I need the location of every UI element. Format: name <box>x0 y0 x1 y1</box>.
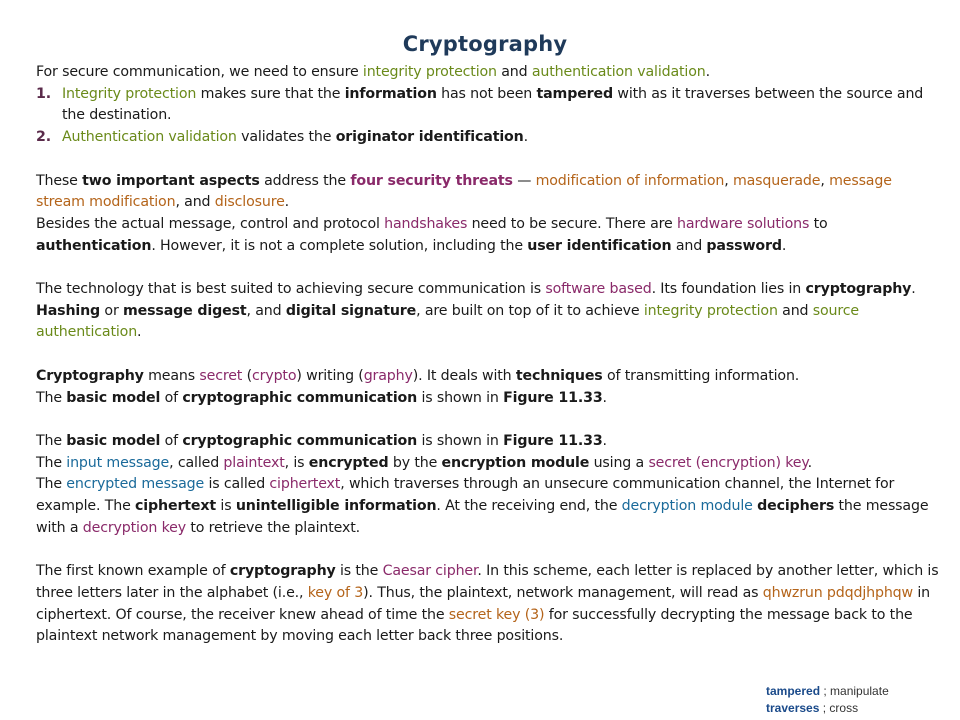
term-encrypted-message: encrypted message <box>66 476 205 493</box>
term-crypto: crypto <box>251 367 297 384</box>
figure-reference: Figure 11.33 <box>503 389 603 406</box>
bold-text: ciphertext <box>135 498 217 514</box>
text: . <box>523 129 528 146</box>
term-software-based: software based <box>545 281 652 297</box>
bold-text: information <box>344 85 437 102</box>
text: with as it traverses between the source and the destination. <box>62 85 924 124</box>
text: is shown in <box>417 432 504 449</box>
glossary-term: traverses <box>766 701 820 715</box>
bold-text: unintelligible information <box>235 498 437 514</box>
text: of <box>160 432 183 449</box>
text: the message with a <box>36 498 929 536</box>
text: , <box>820 172 830 189</box>
basic-model-line <box>36 388 941 410</box>
term-plaintext: plaintext <box>223 454 285 471</box>
term-key-of-3: key of 3 <box>307 584 364 601</box>
spacer <box>36 539 941 561</box>
bold-text: cryptographic communication <box>182 389 418 406</box>
list-number: 2. <box>36 129 51 146</box>
text: by the <box>388 454 442 471</box>
text: , which traverses through an unsecure communication channel, the Internet for example. The <box>36 476 895 514</box>
list-term: Authentication validation <box>62 129 237 146</box>
text: , is <box>284 454 309 471</box>
text: . In this scheme, each letter is replaced by another letter, which is three letters later in the alphabet (i.e., <box>36 563 939 601</box>
glossary <box>766 683 889 717</box>
term-four-security-threats: four security threats <box>350 172 513 189</box>
text: is the <box>335 563 383 580</box>
text: , are built on top of it to achieve <box>416 302 644 319</box>
text: makes sure that the <box>196 85 345 102</box>
text: . Its foundation lies in <box>651 281 806 297</box>
text: , called <box>169 454 224 471</box>
text: These <box>36 172 83 189</box>
text: is <box>216 498 236 514</box>
text: to retrieve the plaintext. <box>185 519 361 536</box>
text: . <box>705 64 710 80</box>
text: Besides the actual message, control and protocol <box>36 215 385 232</box>
text: validates the <box>236 129 336 146</box>
text: need to be secure. There are <box>467 215 677 232</box>
basic-model-line <box>36 431 941 453</box>
text: using a <box>589 454 649 471</box>
text: address the <box>259 172 351 189</box>
glossary-entry <box>766 700 889 717</box>
term-authentication-validation: authentication validation <box>531 64 706 80</box>
glossary-definition: ; manipulate <box>820 684 889 698</box>
spacer <box>36 149 941 171</box>
bold-text: deciphers <box>757 498 835 514</box>
text: ) writing ( <box>296 367 364 384</box>
term-decryption-module: decryption module <box>621 498 753 514</box>
text: and <box>496 64 532 80</box>
text: ). It deals with <box>412 367 516 384</box>
technology-paragraph <box>36 279 941 344</box>
term-caesar-cipher: Caesar cipher <box>382 563 478 580</box>
text: . At the receiving end, the <box>436 498 622 514</box>
bold-text: authentication <box>36 237 152 254</box>
text: The technology that is best suited to achieving secure communication is <box>36 281 546 297</box>
threats-paragraph <box>36 171 941 214</box>
text: . <box>137 324 142 341</box>
text: is called <box>204 476 270 493</box>
bold-text: cryptography <box>229 563 336 580</box>
term-threat: modification of information <box>535 172 725 189</box>
bold-text: user identification <box>527 237 672 254</box>
text: The first known example of <box>36 563 230 580</box>
bold-text: basic model <box>66 432 161 449</box>
term-integrity-protection: integrity protection <box>362 64 497 80</box>
text: . <box>284 194 290 211</box>
bold-text: digital signature <box>285 302 417 319</box>
glossary-term: tampered <box>766 684 821 698</box>
text: . <box>602 389 607 406</box>
term-integrity-protection: integrity protection <box>643 302 778 319</box>
text: ). Thus, the plaintext, network management, will read as <box>363 584 763 601</box>
text: in ciphertext. Of course, the receiver knew ahead of time the <box>36 584 930 623</box>
term-threat: masquerade <box>732 172 821 189</box>
glossary-entry <box>766 683 889 700</box>
handshakes-paragraph <box>36 214 941 257</box>
text: ( <box>242 367 252 384</box>
intro-paragraph <box>36 62 941 84</box>
text: . However, it is not a complete solution, including the <box>151 237 528 254</box>
spacer <box>36 409 941 431</box>
bold-text: encryption module <box>441 454 590 471</box>
term-source-authentication: source authentication <box>36 302 859 341</box>
spacer <box>36 257 941 279</box>
bold-text: Hashing <box>36 302 101 319</box>
list-number: 1. <box>36 85 51 102</box>
text: to <box>809 215 828 232</box>
spacer <box>36 344 941 366</box>
text: for successfully decrypting the message back to the plaintext network management by moving each letter back three positions. <box>36 606 913 645</box>
text: — <box>512 172 536 189</box>
text: means <box>143 367 200 384</box>
text: or <box>100 302 123 319</box>
bold-text: two important aspects <box>82 172 260 189</box>
text: and <box>777 302 813 319</box>
term-threat: disclosure <box>214 194 285 211</box>
ciphertext-paragraph <box>36 474 941 539</box>
term-graphy: graphy <box>363 367 413 384</box>
term-secret-key: secret (encryption) key <box>648 454 808 471</box>
text: . <box>807 454 812 471</box>
text: . <box>781 237 787 254</box>
ciphertext-example: qhwzrun pdqdjhphqw <box>762 584 913 601</box>
text: The <box>36 389 67 406</box>
text: For secure communication, we need to ensure <box>36 64 363 80</box>
list-item <box>36 84 941 127</box>
caesar-cipher-paragraph <box>36 561 941 648</box>
text: has not been <box>436 85 537 102</box>
cryptography-meaning-paragraph <box>36 366 941 388</box>
bold-text: encrypted <box>308 454 389 471</box>
bold-text: password <box>706 237 782 254</box>
list-item <box>36 127 941 149</box>
text: . <box>602 432 607 449</box>
text: of transmitting information. <box>602 367 800 384</box>
bold-text: techniques <box>515 367 603 384</box>
term-hardware-solutions: hardware solutions <box>676 215 810 232</box>
text: and <box>671 237 707 254</box>
list-term: Integrity protection <box>62 85 197 102</box>
text: , <box>724 172 733 189</box>
figure-reference: Figure 11.33 <box>503 432 603 449</box>
term-threat: message stream modification <box>36 172 892 211</box>
text: , and <box>246 302 286 319</box>
text: The <box>36 476 67 493</box>
term-decryption-key: decryption key <box>82 519 186 536</box>
text: . <box>911 281 916 297</box>
text: of <box>160 389 183 406</box>
term-secret: secret <box>199 367 243 384</box>
term-handshakes: handshakes <box>384 215 468 232</box>
text: is shown in <box>417 389 504 406</box>
slide-body <box>36 62 941 648</box>
text: , and <box>175 194 215 211</box>
bold-text: basic model <box>66 389 161 406</box>
plaintext-line <box>36 453 941 475</box>
slide-title: Cryptography <box>402 32 568 56</box>
term-secret-key-3: secret key (3) <box>448 606 545 623</box>
term-input-message: input message <box>66 454 170 471</box>
text: The <box>36 454 67 471</box>
term-ciphertext: ciphertext <box>269 476 341 493</box>
text: The <box>36 432 67 449</box>
bold-text: tampered <box>536 85 613 102</box>
bold-text: cryptography <box>805 281 912 297</box>
glossary-definition: ; cross <box>819 701 859 715</box>
bold-text: Cryptography <box>36 367 144 384</box>
bold-text: originator identification <box>335 129 524 146</box>
bold-text: cryptographic communication <box>182 432 418 449</box>
bold-text: message digest <box>123 302 247 319</box>
